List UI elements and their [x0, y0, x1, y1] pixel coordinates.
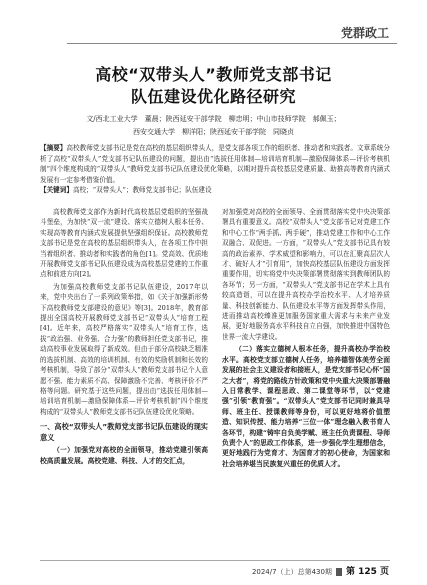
body-paragraph: 高校教师党支部作为新时代高校基层党组织的坚强战斗堡垒，为加快“双一流”建设、落实立德树人根本任务、实现高等教育内涵式发展提供坚强组织保证。高校教师党支部书记是党在高校的基层组织带头人，在各项工作中担当着组织者、推动者和实践者的角色[1]。党高效、优质地开展教师党支部书记队伍建设成为高校基层党建的工作重点和前进方向[2]。	[40, 208, 208, 279]
authors-line-1: 文/西北工业大学 董晨；陕西延安干部学院 柳忠明；中山市技师学院 郝佩玉；	[86, 115, 341, 123]
body-column-left	[40, 207, 208, 468]
body-column-right	[222, 207, 390, 471]
footer-separator	[336, 568, 342, 576]
keywords-text: 高校；“双带头人”；教师党支部书记；队伍建设	[72, 186, 212, 194]
body-paragraph: 为加强高校教师党支部书记队伍建设，2017年以来，党中央出台了一系列政策举措，如《关于加强新形势下高校教师党支部建设的意见》等[3]。2018年，教育部提出全国高校开展教师党支部书记“双带头人”培育工程[4]。近年来，高校严格落实“双带头人”培育工作，选拔“政治强、业务强、合力强”的教师担任党支部书记，推动高校事业发展取得了新成效。但由于部分高校缺乏精准的选拔机制、高效的培训机制、有效的奖励机制和长效的考核机制，导致了部分“双带头人”教师党支部书记个人意愿不强、能力素质不高、保障激励不完善、考核评价不严格等问题。研究基于这些问题，提出由“选拔任用体制—培训培育机制—激励保障体系—评价考核机制”四个维度构成的“双带头人”教师党支部书记队伍建设优化策略。	[40, 282, 208, 416]
article-title-line-1: 高校“双带头人”教师党支部书记	[95, 65, 332, 84]
column-tag: 党群政工	[340, 26, 389, 40]
subsection-paragraph: （二）落实立德树人根本任务，提升高校办学治校水平。高校党支部立德树人任务，培养德智体美劳全面发展的社会主义建设者和接班人，是党支部书记心怀“国之大者”，将党的路线方针政策和党中央重大决策部署融入日常教学、课程思政、第二课堂等环节，以“党建强”引领“教育强”。“双带头人”党支部书记同时兼具导师、班主任、授课教师等身份，可以更好地将价值塑造、知识传授、能力培养“三位一体”理念融入教书育人各环节，构建“铸牢自负美学赋、班主任负责课程、导师负责个人”的思政工作体系，进一步强化学生理想信念，更好地践行为党育才、为国育才的初心使命，为国家和社会培养堪当民族复兴重任的优质人才。	[222, 345, 390, 468]
authors-line-2: 西安交通大学 柳洋阳；陕西延安干部学院 同晓贞	[133, 128, 294, 136]
footer-rule	[40, 560, 390, 561]
abstract-label: 【摘要】	[40, 144, 67, 152]
header-rule	[67, 43, 397, 44]
keywords-label: 【关键词】	[40, 186, 73, 194]
body-columns	[40, 207, 390, 557]
section-heading: 一、高校“双带头人”教师党支部书记队伍建设的现实意义	[40, 422, 208, 443]
abstract-text: 高校教师党支部书记是党在高校的基层组织带头人，是党支部各项工作的组织者、推动者和实践者。文章系统分析了高校“双带头人”党支部书记队伍建设的问题，提出由“选拔任用体制—培训培育机制—激励保障体系—评价考核机制”四个维度构成的“双带头人”教师党支部书记队伍建设优化策略，以期对提升高校基层党建质量、助推高等教育内涵式发展有一定参考借鉴价值。	[40, 144, 391, 184]
page-number: 第 125 页	[345, 567, 389, 577]
body-paragraph: 对加强党对高校的全面领导、全面贯彻落实党中央决策部署具有重要意义。高校“双带头人”党支部书记对党建工作和中心工作“两手抓、两手硬”，推动党建工作和中心工作双融合、双促进。一方面，“双带头人”党支部书记具有较高的政治素养、学术威望和影响力，可以在汇聚高层次人才、破好人才“引育用”，加快高校基层队伍建设方面发挥重要作用，切实将党中央决策部署贯彻落实到教师团队的各环节；另一方面，“双带头人”党支部书记在学术上具有较高造诣，可以在提升高校办学治校水平、人才培养质量、科技创新能力、队伍建设水平等方面发挥带头作用，进而推动高校臻准更加服务国家重大需求与未来产业发展，更好地服务高水平科技自立自强，加快推进中国特色世界一流大学建设。	[222, 208, 390, 341]
subsection-paragraph: （一）加强党对高校的全面领导，推动党建引领高校高质量发展。高校党建、科技、人才的交汇点，	[40, 446, 208, 465]
page-footer	[252, 564, 389, 577]
abstract-block	[40, 143, 390, 196]
article-title-line-2: 队伍建设优化路径研究	[130, 87, 296, 106]
issue-info: 2024/7（上）总第430期	[251, 568, 332, 576]
